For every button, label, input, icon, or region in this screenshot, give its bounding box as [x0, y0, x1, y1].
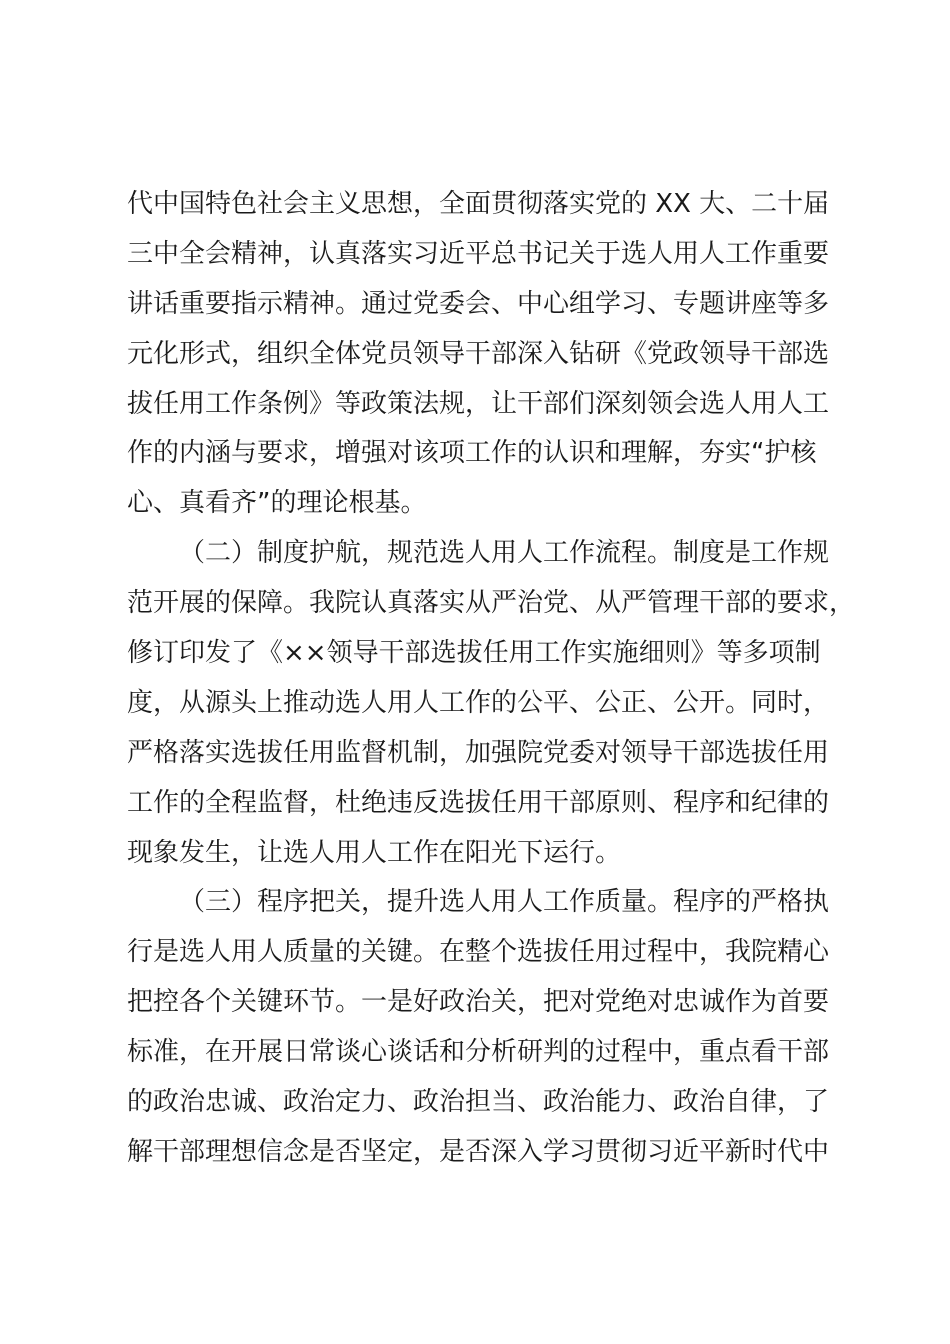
text-line: 工作的全程监督，杜绝违反选拔任用干部原则、程序和纪律的: [127, 787, 830, 818]
text-line: 心、真看齐”的理论根基。: [127, 488, 427, 519]
text-line: 拔任用工作条例》等政策法规，让干部们深刻领会选人用人工: [127, 388, 830, 419]
section-heading-line: （三）程序把关，提升选人用人工作质量。程序的严格执: [179, 887, 830, 918]
text-line: 讲话重要指示精神。通过党委会、中心组学习、专题讲座等多: [127, 288, 830, 319]
text-line: 标准，在开展日常谈心谈话和分析研判的过程中，重点看干部: [127, 1037, 830, 1068]
text-line: 严格落实选拔任用监督机制，加强院党委对领导干部选拔任用: [127, 737, 830, 768]
text-line: 把控各个关键环节。一是好政治关，把对党绝对忠诚作为首要: [127, 987, 830, 1018]
body-text: [127, 180, 856, 1178]
text-line: 代中国特色社会主义思想，全面贯彻落实党的 XX 大、二十届: [127, 189, 830, 219]
text-line: 的政治忠诚、政治定力、政治担当、政治能力、政治自律，了: [127, 1087, 830, 1118]
text-line: 现象发生，让选人用人工作在阳光下运行。: [127, 837, 622, 868]
text-line: 三中全会精神，认真落实习近平总书记关于选人用人工作重要: [127, 238, 830, 269]
text-line: 行是选人用人质量的关键。在整个选拔任用过程中，我院精心: [127, 937, 830, 968]
text-line: 解干部理想信念是否坚定，是否深入学习贯彻习近平新时代中: [127, 1136, 830, 1167]
section-heading-line: （二）制度护航，规范选人用人工作流程。制度是工作规: [179, 538, 830, 569]
text-line: 修订印发了《××领导干部选拔任用工作实施细则》等多项制: [127, 638, 821, 669]
text-line: 度，从源头上推动选人用人工作的公平、公正、公开。同时，: [127, 687, 830, 718]
text-line: 元化形式，组织全体党员领导干部深入钻研《党政领导干部选: [127, 338, 830, 369]
text-line: 范开展的保障。我院认真落实从严治党、从严管理干部的要求，: [127, 588, 856, 619]
text-line: 作的内涵与要求，增强对该项工作的认识和理解，夯实“护核: [127, 438, 817, 469]
